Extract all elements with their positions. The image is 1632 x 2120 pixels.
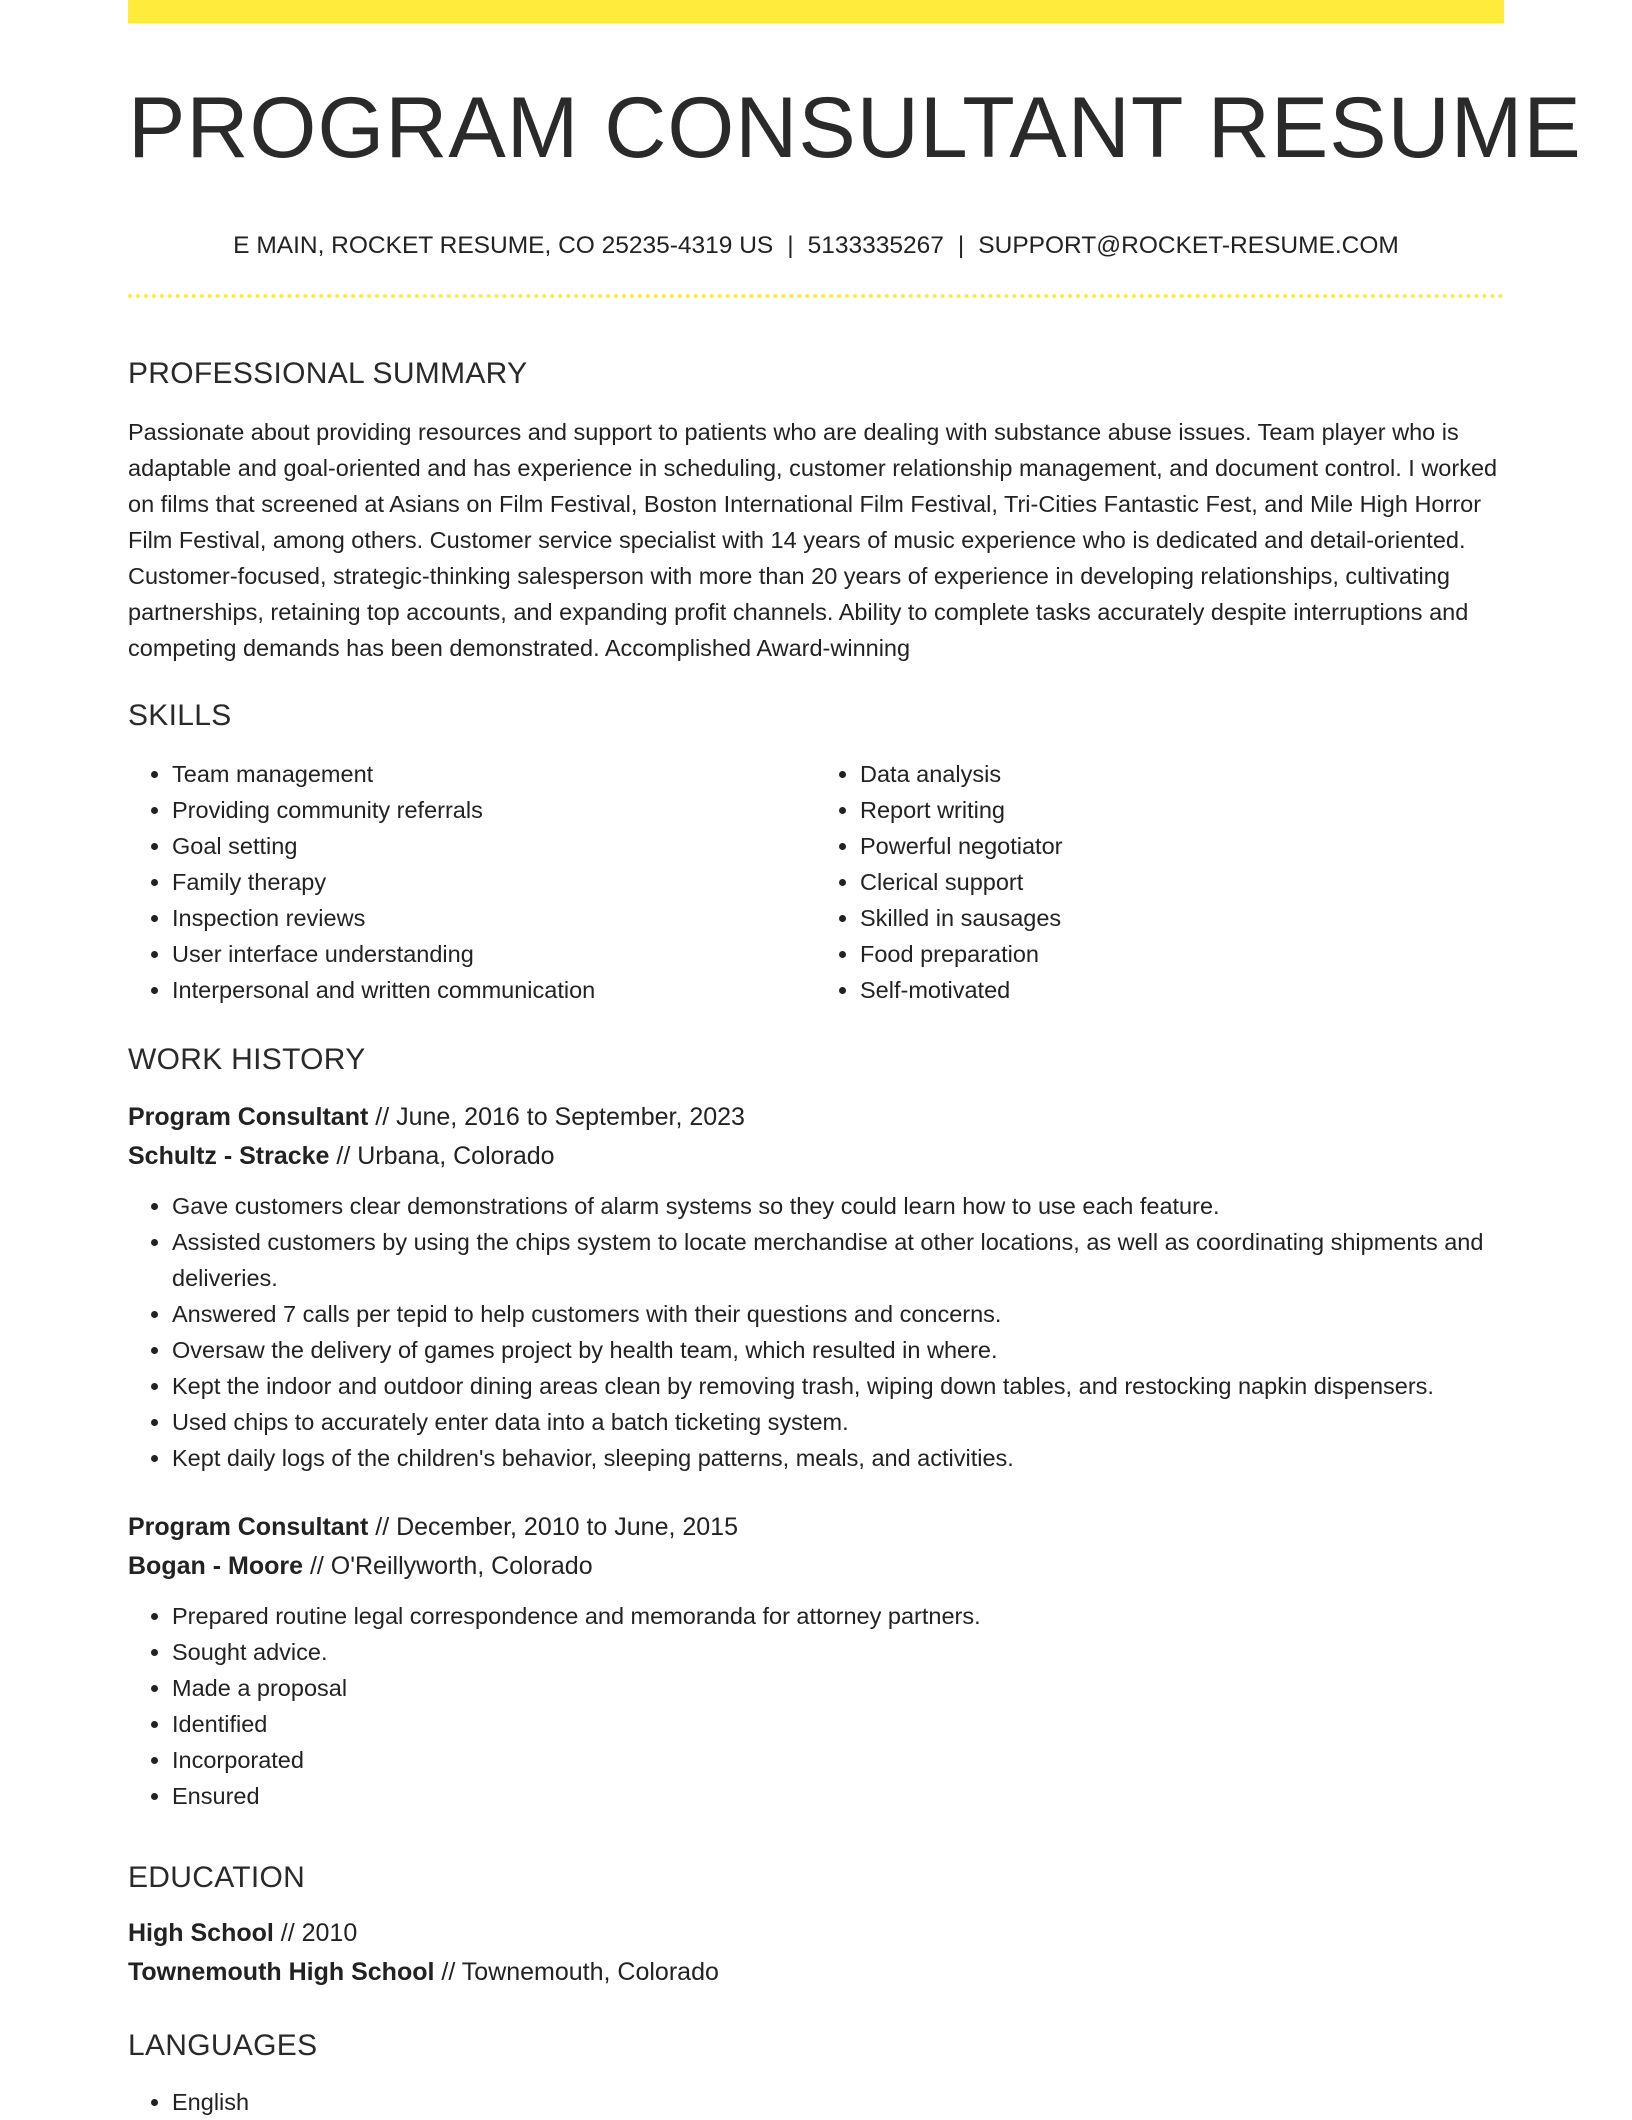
skills-columns	[128, 756, 1504, 1008]
summary-heading: PROFESSIONAL SUMMARY	[128, 357, 528, 390]
education-location: // Townemouth, Colorado	[434, 1958, 719, 1986]
skill-item: • Family therapy	[172, 864, 816, 900]
job-title-line	[128, 1508, 1504, 1547]
resume-title: PROGRAM CONSULTANT RESUME	[128, 80, 1582, 176]
education-degree-line	[128, 1914, 1504, 1953]
summary-section	[128, 356, 1504, 666]
skills-section	[128, 698, 1504, 1008]
job-bullet: • Sought advice.	[172, 1634, 1504, 1670]
skill-item: • Self-motivated	[860, 972, 1504, 1008]
education-school-line	[128, 1953, 1504, 1992]
skill-item: • Report writing	[860, 792, 1504, 828]
skill-item: • Team management	[172, 756, 816, 792]
top-accent-bar	[128, 0, 1504, 23]
contact-address: E MAIN, ROCKET RESUME, CO 25235-4319 US	[233, 231, 774, 259]
skill-item: • Powerful negotiator	[860, 828, 1504, 864]
dotted-divider	[128, 294, 1504, 298]
job-company-line	[128, 1547, 1504, 1586]
job-title: Program Consultant	[128, 1513, 369, 1541]
job-bullet: • Gave customers clear demonstrations of alarm systems so they could learn how to use each feature.	[172, 1188, 1504, 1224]
job-bullet-list	[128, 1598, 1504, 1814]
skills-heading: SKILLS	[128, 699, 232, 732]
education-heading: EDUCATION	[128, 1861, 306, 1894]
education-degree: High School	[128, 1919, 274, 1947]
job-bullet: • Used chips to accurately enter data into a batch ticketing system.	[172, 1404, 1504, 1440]
job-bullet: • Identified	[172, 1706, 1504, 1742]
job-bullet: • Made a proposal	[172, 1670, 1504, 1706]
skill-item: • Interpersonal and written communication	[172, 972, 816, 1008]
skills-left-list	[128, 756, 816, 1008]
summary-text: Passionate about providing resources and support to patients who are dealing with substance abuse issues. Team player who is adaptable and goal-oriented and has experience in scheduling, customer relationship management, and document control. I worked on films that screened at Asians on Film Festival, Boston International Film Festival, Tri-Cities Fantastic Fest, and Mile High Horror Film Festival, among others. Customer service specialist with 14 years of music experience who is dedicated and detail-oriented. Customer-focused, strategic-thinking salesperson with more than 20 years of experience in developing relationships, cultivating partnerships, retaining top accounts, and expanding profit channels. Ability to complete tasks accurately despite interruptions and competing demands has been demonstrated. Accomplished Award-winning	[128, 419, 1498, 661]
job-location: // O'Reillyworth, Colorado	[303, 1552, 593, 1580]
skill-item: • Inspection reviews	[172, 900, 816, 936]
skill-item: • Providing community referrals	[172, 792, 816, 828]
job-title: Program Consultant	[128, 1103, 369, 1131]
skill-item: • User interface understanding	[172, 936, 816, 972]
job-dates: // December, 2010 to June, 2015	[368, 1513, 738, 1541]
job-company-line	[128, 1137, 1504, 1176]
job-bullet: • Answered 7 calls per tepid to help customers with their questions and concerns.	[172, 1296, 1504, 1332]
contact-separator: |	[787, 231, 794, 259]
skill-item: • Skilled in sausages	[860, 900, 1504, 936]
job-entry	[128, 1508, 1504, 1814]
job-location: // Urbana, Colorado	[329, 1142, 555, 1170]
job-bullet-list	[128, 1188, 1504, 1476]
education-year: // 2010	[273, 1919, 358, 1947]
work-history-heading: WORK HISTORY	[128, 1043, 366, 1076]
job-company: Schultz - Stracke	[128, 1142, 330, 1170]
contact-line	[128, 232, 1504, 260]
education-entry	[128, 1914, 1504, 1992]
languages-heading: LANGUAGES	[128, 2029, 318, 2062]
job-bullet: • Oversaw the delivery of games project by health team, which resulted in where.	[172, 1332, 1504, 1368]
language-item: • English	[172, 2084, 1504, 2120]
skill-item: • Goal setting	[172, 828, 816, 864]
languages-section	[128, 2028, 1504, 2120]
job-bullet: • Ensured	[172, 1778, 1504, 1814]
job-company: Bogan - Moore	[128, 1552, 303, 1580]
job-bullet: • Kept the indoor and outdoor dining areas clean by removing trash, wiping down tables, and restocking napkin dispensers.	[172, 1368, 1504, 1404]
contact-email: SUPPORT@ROCKET-RESUME.COM	[978, 231, 1399, 259]
education-school: Townemouth High School	[128, 1958, 435, 1986]
skill-item: • Food preparation	[860, 936, 1504, 972]
work-history-section	[128, 1042, 1504, 1814]
job-title-line	[128, 1098, 1504, 1137]
skill-item: • Clerical support	[860, 864, 1504, 900]
job-bullet: • Assisted customers by using the chips system to locate merchandise at other locations, as well as coordinating shipments and deliveries.	[172, 1224, 1504, 1296]
job-dates: // June, 2016 to September, 2023	[368, 1103, 745, 1131]
job-bullet: • Incorporated	[172, 1742, 1504, 1778]
contact-phone: 5133335267	[807, 231, 944, 259]
skill-item: • Data analysis	[860, 756, 1504, 792]
job-bullet: • Prepared routine legal correspondence and memoranda for attorney partners.	[172, 1598, 1504, 1634]
resume-page	[128, 0, 1582, 2115]
contact-separator: |	[957, 231, 965, 259]
education-section	[128, 1860, 1504, 1992]
job-bullet: • Kept daily logs of the children's behavior, sleeping patterns, meals, and activities.	[172, 1440, 1504, 1476]
languages-list	[128, 2084, 1504, 2120]
skills-right-list	[816, 756, 1504, 1008]
job-entry	[128, 1098, 1504, 1476]
